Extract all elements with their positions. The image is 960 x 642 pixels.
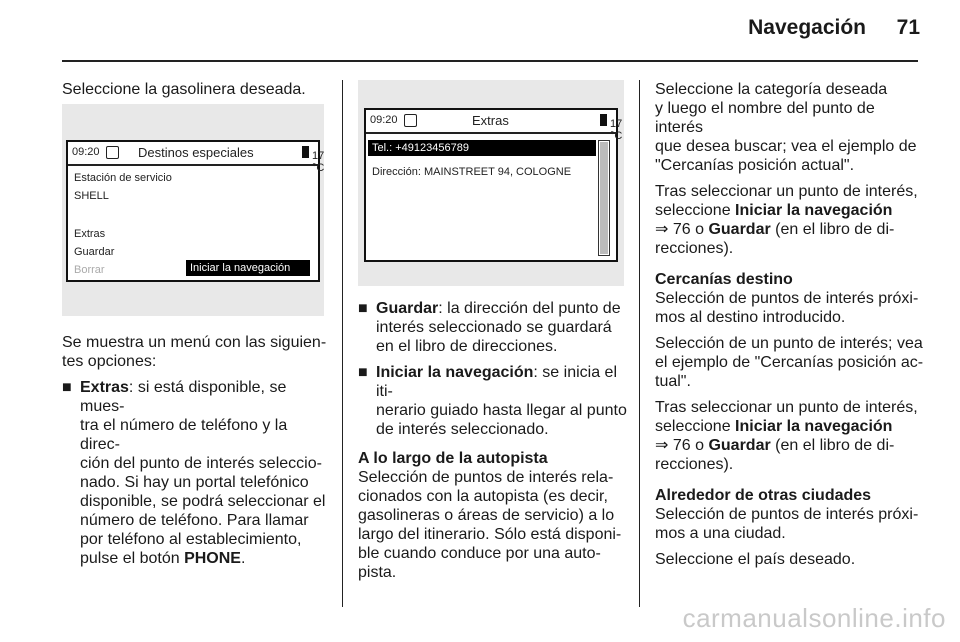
iniciar-desc: : se inicia el iti- [376, 364, 617, 400]
text-line: (en el libro de di- [770, 221, 895, 238]
bullet-extras [62, 378, 330, 568]
bullet-mark: ■ [358, 300, 368, 317]
display-address-line: Dirección: MAINSTREET 94, COLOGNE [372, 166, 572, 178]
iniciar-desc: nerario guiado hasta llegar al punto [376, 402, 627, 419]
clock-check-icon [404, 114, 417, 127]
text-line: Tras seleccionar un punto de interés, [655, 183, 918, 200]
section-body-line: ble cuando conduce por una auto- [358, 545, 601, 562]
text-line: (en el libro de di- [770, 437, 895, 454]
period: . [240, 550, 246, 567]
section-body-line: largo del itinerario. Sólo está disponi- [358, 526, 622, 543]
scrollbar-thumb [600, 142, 608, 254]
clock-check-icon [106, 146, 119, 159]
display-time: 09:20 [370, 114, 398, 126]
text-line: tual". [655, 373, 691, 390]
display-scrollbar [598, 140, 610, 256]
text-line: recciones). [655, 240, 734, 257]
display-status-bar [68, 142, 325, 174]
text-line: mos a una ciudad. [655, 525, 786, 542]
column-1-body [62, 333, 330, 575]
bullet-mark: ■ [62, 379, 72, 396]
text-line: Selección de puntos de interés próxi- [655, 506, 919, 523]
extras-desc: ción del punto de interés seleccio- [80, 455, 322, 472]
section-heading-cercanias-destino: Cercanías destino [655, 271, 793, 288]
bullet-guardar [358, 299, 628, 356]
display-option-borrar: Borrar [74, 264, 105, 276]
page-number: 71 [896, 16, 920, 39]
section-body-autopista [358, 468, 628, 582]
screen-image-1 [62, 104, 324, 316]
text-line: y luego el nombre del punto de interés [655, 100, 875, 136]
column-2-body [358, 299, 628, 582]
display-extras [364, 108, 623, 262]
text-line: Tras seleccionar un punto de interés, [655, 399, 918, 416]
term-guardar: Guardar [708, 437, 771, 454]
extras-desc: disponible, se podrá seleccionar el [80, 493, 326, 510]
thermometer-icon [600, 114, 607, 126]
text-line: Selección de puntos de interés próxi- [655, 290, 919, 307]
display-temp: 17 °C [312, 150, 325, 174]
display-option-guardar: Guardar [74, 246, 115, 258]
column-1 [62, 80, 330, 106]
display-highlight-iniciar: Iniciar la navegación [186, 260, 310, 276]
section-heading-otras-ciudades: Alrededor de otras ciudades [655, 487, 872, 504]
display-phone-line: Tel.: +49123456789 [368, 140, 596, 156]
paragraph-pais: Seleccione el país deseado. [655, 551, 856, 568]
term-guardar: Guardar [376, 300, 439, 317]
term-iniciar: Iniciar la navegación [376, 364, 534, 381]
reference-arrow-icon: ⇒ [655, 221, 669, 238]
reference-arrow-icon: ⇒ [655, 437, 669, 454]
extras-desc: tra el número de teléfono y la direc- [80, 417, 288, 453]
display-title: Extras [472, 113, 509, 128]
text-line: recciones). [655, 456, 734, 473]
intro-text: Seleccione la gasolinera deseada. [62, 81, 306, 98]
term-guardar: Guardar [708, 221, 771, 238]
paragraph-seleccion [655, 334, 925, 391]
term-extras: Extras [80, 379, 129, 396]
display-temp: 17 °C [610, 118, 623, 142]
term-iniciar: Iniciar la navegación [735, 202, 893, 219]
text-line: el ejemplo de "Cercanías posición ac- [655, 354, 924, 371]
menu-text: Se muestra un menú con las siguien-tes opciones: [62, 334, 327, 370]
watermark: carmanualsonline.info [682, 603, 946, 633]
guardar-desc: interés seleccionado se guardará [376, 319, 612, 336]
phone-button-label: PHONE [184, 550, 241, 567]
paragraph-cercanias-destino [655, 289, 925, 327]
display-title: Destinos especiales [138, 145, 254, 160]
section-body-line: gasolineras o áreas de servicio) a lo [358, 507, 615, 524]
paragraph-tras-seleccionar-1 [655, 182, 925, 258]
page-header-title: Navegación [748, 16, 866, 39]
bullet-iniciar [358, 363, 628, 439]
column-divider-2 [639, 80, 640, 607]
page-reference: 76 o [672, 437, 709, 454]
display-time: 09:20 [72, 146, 100, 158]
term-iniciar: Iniciar la navegación [735, 418, 893, 435]
paragraph-tras-seleccionar-2 [655, 398, 925, 474]
text-line: que desea buscar; vea el ejemplo de [655, 138, 917, 155]
paragraph-categoria [655, 80, 925, 175]
thermometer-icon [302, 146, 309, 158]
text-line: seleccione [655, 202, 736, 219]
section-body-line: cionados con la autopista (es decir, [358, 488, 608, 505]
column-3 [655, 80, 925, 576]
bullet-mark: ■ [358, 364, 368, 381]
text-line: Selección de un punto de interés; vea [655, 335, 923, 352]
text-line: seleccione [655, 418, 736, 435]
text-line: mos al destino introducido. [655, 309, 846, 326]
header-divider [62, 60, 918, 62]
extras-desc: pulse el botón [80, 550, 185, 567]
text-line: Seleccione la categoría deseada [655, 81, 888, 98]
display-poi-name: SHELL [74, 190, 109, 202]
text-line: "Cercanías posición actual". [655, 157, 855, 174]
extras-desc: por teléfono al establecimiento, [80, 531, 302, 548]
display-status-bar [366, 110, 623, 142]
paragraph-otras-ciudades [655, 505, 925, 543]
extras-desc: nado. Si hay un portal telefónico [80, 474, 309, 491]
section-body-line: Selección de puntos de interés rela- [358, 469, 614, 486]
display-option-extras: Extras [74, 228, 106, 240]
page-reference: 76 o [672, 221, 709, 238]
display-category: Estación de servicio [74, 172, 172, 184]
extras-desc: : si está disponible, se mues- [80, 379, 287, 415]
column-divider-1 [342, 80, 343, 607]
iniciar-desc: de interés seleccionado. [376, 421, 549, 438]
guardar-desc: : la dirección del punto de [438, 300, 621, 317]
extras-desc: número de teléfono. Para llamar [80, 512, 309, 529]
display-destinos-especiales [66, 140, 325, 282]
section-body-line: pista. [358, 564, 397, 581]
guardar-desc: en el libro de direcciones. [376, 338, 558, 355]
section-heading-autopista: A lo largo de la autopista [358, 450, 548, 467]
screen-image-2 [358, 80, 624, 286]
